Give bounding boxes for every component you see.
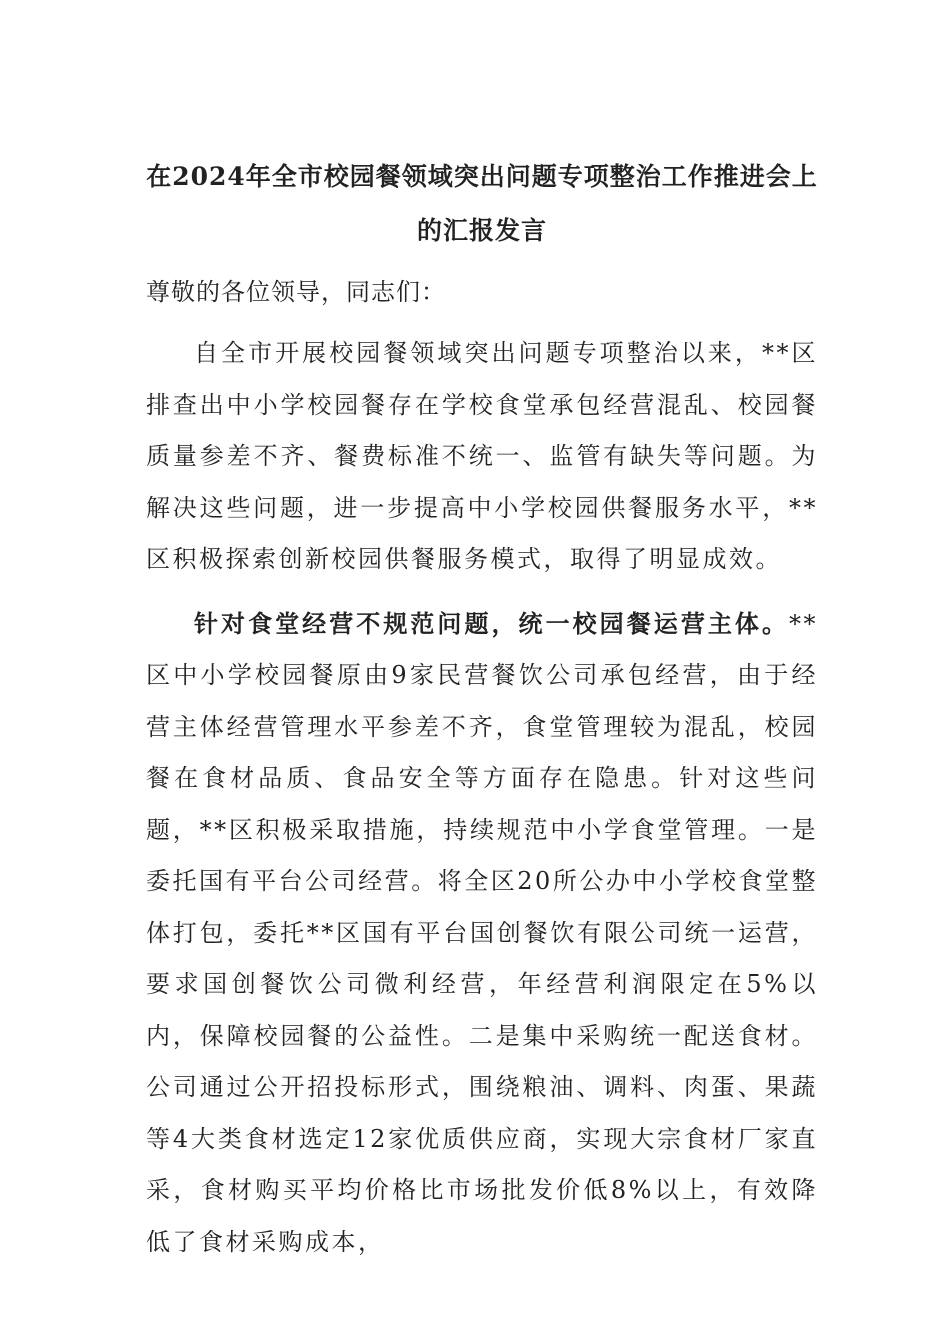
salutation: 尊敬的各位领导，同志们： xyxy=(146,278,446,306)
document-page xyxy=(146,150,818,1268)
document-title xyxy=(146,150,818,258)
title-line-1: 在2024年全市校园餐领域突出问题专项整治工作推进会上 xyxy=(146,162,818,191)
paragraph-intro: 自全市开展校园餐领域突出问题专项整治以来，**区排查出中小学校园餐存在学校食堂承包经营混乱、校园餐质量参差不齐、餐费标准不统一、监管有缺失等问题。为解决这些问题，进一步提高中小学校园供餐服务水平，**区积极探索创新校园供餐服务模式，取得了明显成效。 xyxy=(146,339,818,573)
paragraph-canteen-operation xyxy=(146,598,818,1269)
paragraph-lead-heading: 针对食堂经营不规范问题，统一校园餐运营主体。 xyxy=(194,608,789,638)
title-line-2: 的汇报发言 xyxy=(416,216,547,245)
paragraph-body: **区中小学校园餐原由9家民营餐饮公司承包经营，由于经营主体经营管理水平参差不齐，食堂管理较为混乱，校园餐在食材品质、食品安全等方面存在隐患。针对这些问题，**区积极采取措施，持续规范中小学食堂管理。一是委托国有平台公司经营。将全区20所公办中小学校食堂整体打包，委托**区国有平台国创餐饮有限公司统一运营，要求国创餐饮公司微利经营，年经营利润限定在5%以内，保障校园餐的公益性。二是集中采购统一配送食材。公司通过公开招投标形式，围绕粮油、调料、肉蛋、果蔬等4大类食材选定12家优质供应商，实现大宗食材厂家直采，食材购买平均价格比市场批发价低8%以上，有效降低了食材采购成本， xyxy=(146,609,818,1256)
